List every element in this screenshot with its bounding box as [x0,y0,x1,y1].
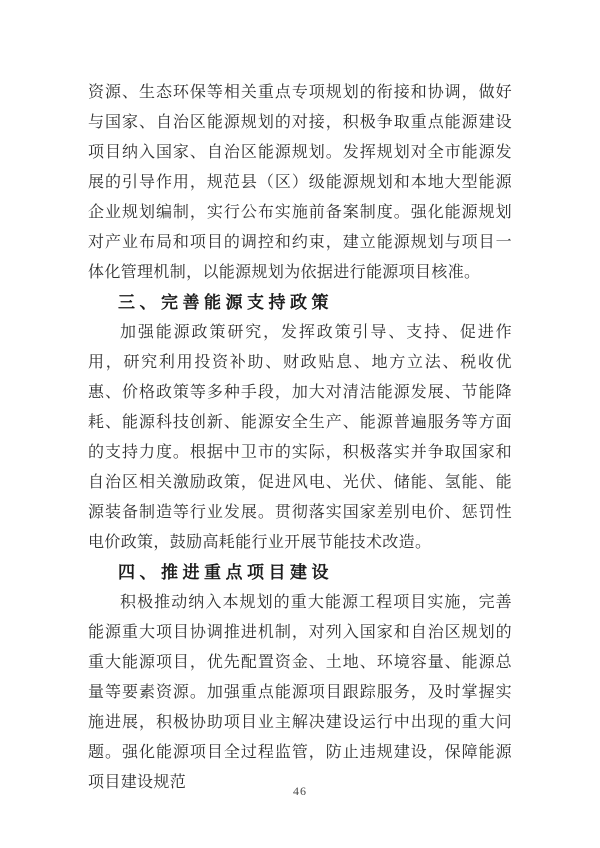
document-body [88,78,512,798]
paragraph-planning-continuation: 资源、生态环保等相关重点专项规划的衔接和协调，做好与国家、自治区能源规划的对接，积极争取重点能源建设项目纳入国家、自治区能源规划。发挥规划对全市能源发展的引导作用，规范县（区）级能源规划和本地大型能源企业规划编制，实行公布实施前备案制度。强化能源规划对产业布局和项目的调控和约束，建立能源规划与项目一体化管理机制，以能源规划为依据进行能源项目核准。 [88,84,512,281]
paragraph-section-3-policy-support: 加强能源政策研究，发挥政策引导、支持、促进作用，研究利用投资补助、财政贴息、地方立法、税收优惠、价格政策等多种手段，加大对清洁能源发展、节能降耗、能源科技创新、能源安全生产、能源普遍服务等方面的支持力度。根据中卫市的实际，积极落实并争取国家和自治区相关激励政策，促进风电、光伏、储能、氢能、能源装备制造等行业发展。贯彻落实国家差别电价、惩罚性电价政策，鼓励高耗能行业开展节能技术改造。 [88,324,512,551]
section-heading-4-key-projects: 四、推进重点项目建设 [118,563,333,582]
paragraph-section-4-key-projects: 积极推动纳入本规划的重大能源工程项目实施，完善能源重大项目协调推进机制，对列入国家和自治区规划的重大能源项目，优先配置资金、土地、环境容量、能源总量等要素资源。加强重点能源项目跟踪服务，及时掌握实施进展，积极协助项目业主解决建设运行中出现的重大问题。强化能源项目全过程监管，防止违规建设，保障能源项目建设规范 [88,594,512,791]
page-number: 46 [293,784,307,798]
section-heading-3-policy-support: 三、完善能源支持政策 [118,293,333,312]
page-footer [0,782,600,800]
